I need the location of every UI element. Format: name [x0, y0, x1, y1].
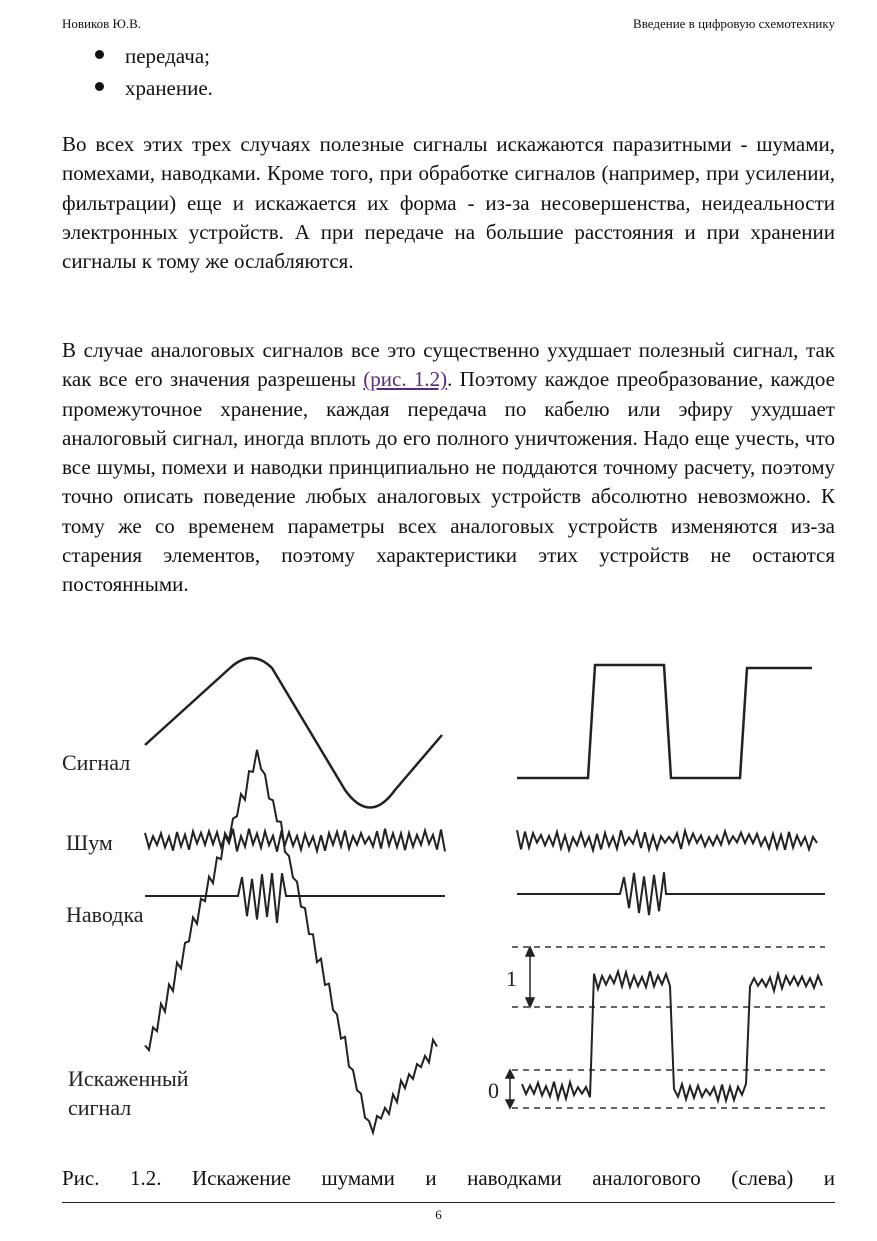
distorted-analog-trace	[145, 750, 437, 1133]
label-noise: Шум	[66, 830, 113, 855]
header-title: Введение в цифровую схемотехнику	[633, 16, 835, 31]
label-distorted-2: сигнал	[68, 1095, 132, 1120]
noise-right-trace	[517, 830, 817, 850]
paragraph-distortion: Во всех этих трех случаях полезные сигналы искажаются паразитными - шумами, помехами, наводками. Кроме того, при обработке сигналов (например, при усилении, фильтрации) еще и искажается их форма - из-за несовершенства, неидеальности электронных устройств. А при передаче на большие расстояния и при хранении сигналы к тому же ослабляются.	[62, 132, 835, 274]
page-header	[62, 16, 835, 36]
bullet-list	[95, 40, 213, 104]
label-level-zero: 0	[488, 1078, 499, 1103]
figure-link[interactable]: (рис. 1.2)	[363, 367, 448, 392]
noise-left-trace	[145, 829, 445, 852]
interference-right-trace	[517, 872, 825, 915]
analog-signal-curve	[145, 658, 442, 808]
bullet-icon	[95, 50, 104, 59]
label-distorted-1: Искаженный	[68, 1066, 189, 1091]
digital-signal-square	[517, 665, 812, 778]
paragraph-analog: В случае аналоговых сигналов все это существенно ухудшает полезный сигнал, так как все его значения разрешены (рис. 1.2). Поэтому каждое преобразование, каждое промежуточное хранение, каждая передача по кабелю или эфиру ухудшает аналоговый сигнал, иногда вплоть до его полного уничтожения. Надо еще учесть, что все шумы, помехи и наводки принципиально не поддаются точному расчету, поэтому точно описать поведение любых аналоговых устройств абсолютно невозможно. К тому же со временем параметры всех аналоговых устройств изменяются из-за старения элементов, поэтому характеристики этих устройств не остаются постоянными.	[62, 338, 835, 597]
label-interference: Наводка	[66, 902, 144, 927]
figure-caption: Рис. 1.2. Искажение шумами и наводками аналогового (слева) и	[62, 1166, 835, 1190]
header-author: Новиков Ю.В.	[62, 16, 142, 31]
footer-divider	[62, 1202, 835, 1203]
page-number: 6	[435, 1207, 442, 1222]
list-item: хранение.	[95, 72, 213, 104]
figure-drawing	[0, 640, 877, 1160]
figure-signal-distortion	[0, 640, 877, 1160]
label-signal: Сигнал	[62, 750, 131, 775]
label-level-one: 1	[506, 966, 517, 991]
list-item: передача;	[95, 40, 213, 72]
distorted-digital-trace	[522, 971, 822, 1100]
bullet-icon	[95, 82, 104, 91]
